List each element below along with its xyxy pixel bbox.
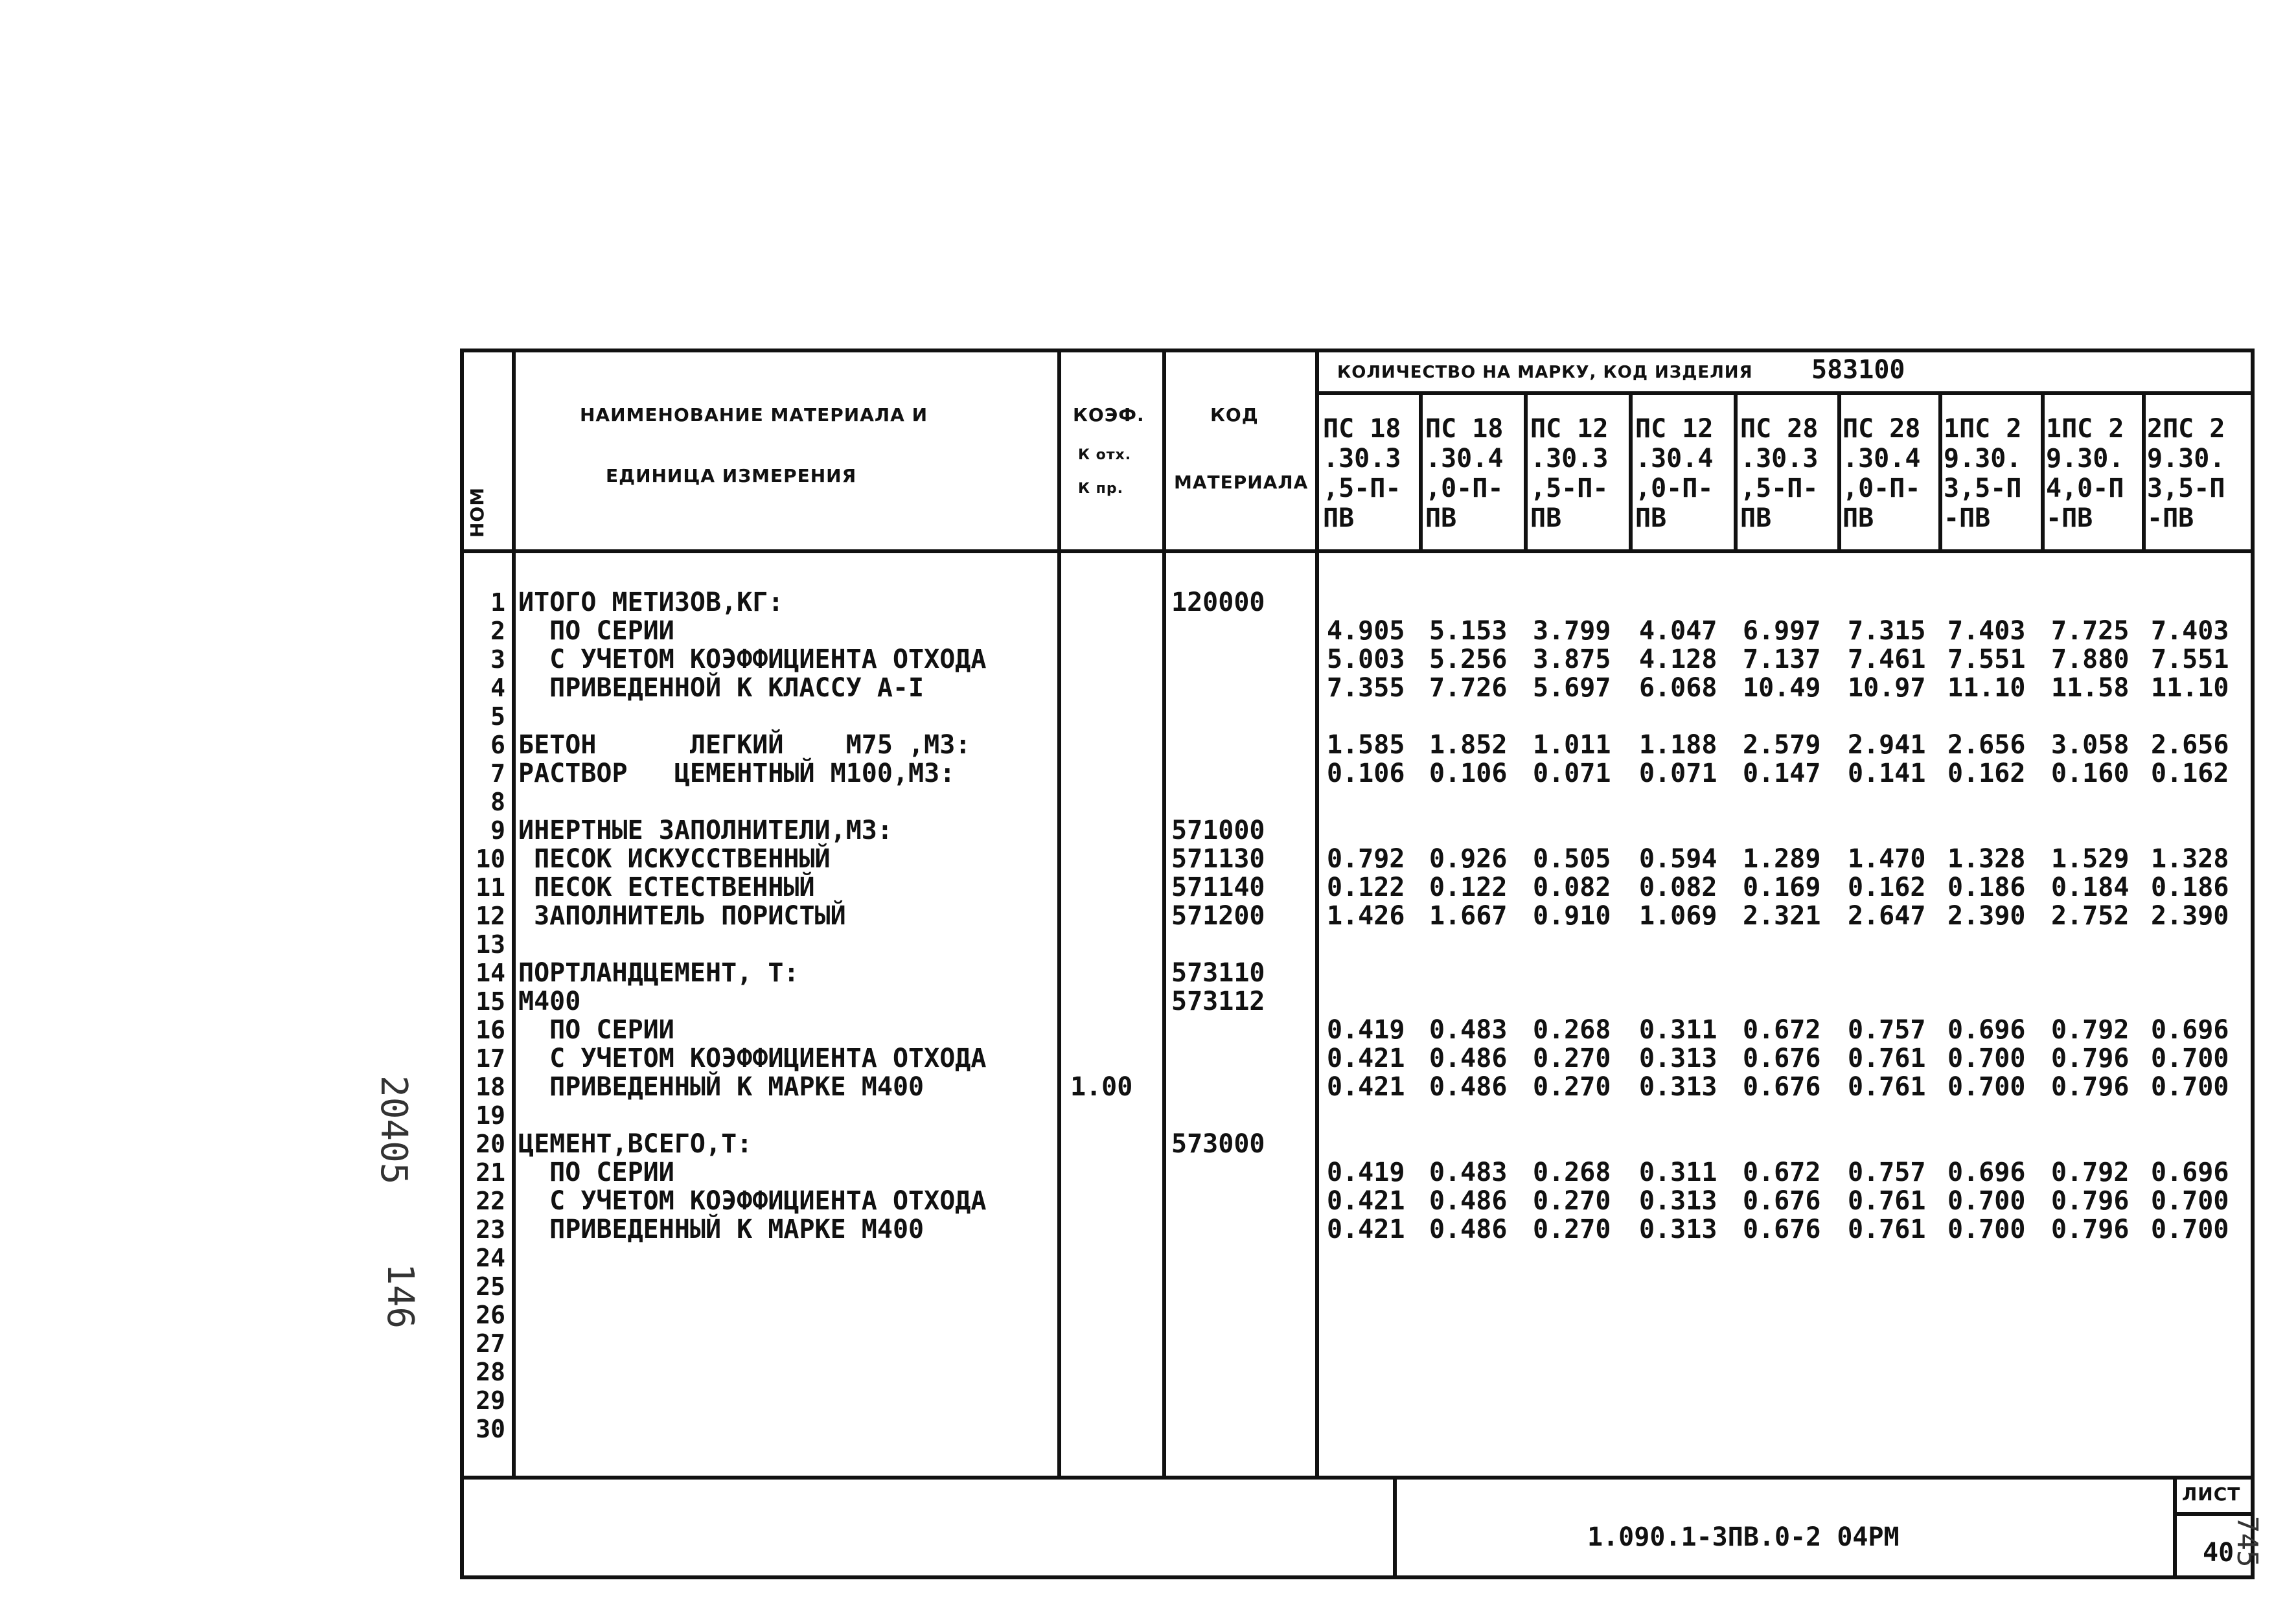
quantity-value: 0.761 xyxy=(1848,1072,1926,1102)
mark-header-line: -ПВ xyxy=(2046,503,2093,533)
quantity-value: 1.529 xyxy=(2051,844,2130,874)
quantity-value: 0.700 xyxy=(1947,1215,2026,1244)
mark-header-line: .30.4 xyxy=(1843,444,1921,474)
mark-header-line: ПВ xyxy=(1530,503,1562,533)
quantity-value: 11.10 xyxy=(1947,673,2026,703)
quantity-value: 0.268 xyxy=(1533,1015,1611,1045)
row-number: 11 xyxy=(476,873,505,902)
quantity-value: 7.725 xyxy=(2051,616,2130,646)
quantity-value: 0.311 xyxy=(1639,1015,1717,1045)
quantity-value: 0.122 xyxy=(1429,873,1508,902)
col-num-header: НОМ xyxy=(466,486,488,538)
quantity-value: 0.421 xyxy=(1327,1072,1405,1102)
material-name: ПЕСОК ЕСТЕСТВЕННЫЙ xyxy=(518,873,815,902)
quantity-value: 0.505 xyxy=(1533,844,1611,874)
material-name: ИНЕРТНЫЕ ЗАПОЛНИТЕЛИ,М3: xyxy=(518,816,893,845)
quantity-value: 0.676 xyxy=(1743,1215,1821,1244)
quantity-value: 2.941 xyxy=(1848,730,1926,760)
row-number: 12 xyxy=(476,902,505,930)
quantity-value: 0.186 xyxy=(2151,873,2229,902)
quantity-value: 1.328 xyxy=(1947,844,2026,874)
mark-sep xyxy=(1419,391,1423,553)
quantity-value: 0.700 xyxy=(2151,1044,2229,1073)
quantity-value: 0.761 xyxy=(1848,1215,1926,1244)
quantity-value: 0.761 xyxy=(1848,1044,1926,1073)
material-name: С УЧЕТОМ КОЭФФИЦИЕНТА ОТХОДА xyxy=(518,1186,987,1216)
mark-header-line: ПВ xyxy=(1740,503,1772,533)
material-code: 571200 xyxy=(1171,901,1265,931)
quantity-value: 0.147 xyxy=(1743,759,1821,788)
mark-header-line: ПС 18 xyxy=(1425,414,1504,444)
left-stamp-2: 146 xyxy=(379,1263,421,1329)
coef-header-line1: КОЭФ. xyxy=(1073,404,1145,426)
mark-header-line: .30.4 xyxy=(1635,444,1714,474)
left-stamp-1: 20405 xyxy=(373,1075,415,1185)
material-code: 573000 xyxy=(1171,1129,1265,1159)
quantity-value: 0.672 xyxy=(1743,1158,1821,1187)
coefficient: 1.00 xyxy=(1070,1072,1133,1102)
material-name: С УЧЕТОМ КОЭФФИЦИЕНТА ОТХОДА xyxy=(518,645,987,674)
quantity-value: 0.421 xyxy=(1327,1215,1405,1244)
row-number: 25 xyxy=(476,1272,505,1301)
quantity-value: 0.792 xyxy=(2051,1015,2130,1045)
quantity-value: 0.672 xyxy=(1743,1015,1821,1045)
col-line-num xyxy=(512,349,516,1480)
mark-header-line: -ПВ xyxy=(2147,503,2194,533)
quantity-value: 7.551 xyxy=(1947,645,2026,674)
quantity-value: 0.268 xyxy=(1533,1158,1611,1187)
row-number: 7 xyxy=(490,759,505,788)
name-header-line2: ЕДИНИЦА ИЗМЕРЕНИЯ xyxy=(606,465,857,486)
quantity-value: 0.162 xyxy=(1848,873,1926,902)
material-name: ПРИВЕДЕННЫЙ К МАРКЕ М400 xyxy=(518,1072,924,1102)
right-stamp: 745 xyxy=(2231,1516,2264,1568)
quantity-value: 0.696 xyxy=(1947,1158,2026,1187)
quantity-value: 1.328 xyxy=(2151,844,2229,874)
material-name: ПО СЕРИИ xyxy=(518,616,674,646)
row-number: 10 xyxy=(476,845,505,873)
quantity-value: 0.141 xyxy=(1848,759,1926,788)
quantity-value: 1.470 xyxy=(1848,844,1926,874)
quantity-value: 7.137 xyxy=(1743,645,1821,674)
quantity-value: 2.390 xyxy=(2151,901,2229,931)
row-number: 24 xyxy=(476,1244,505,1272)
quantity-value: 0.696 xyxy=(2151,1158,2229,1187)
quantity-value: 0.676 xyxy=(1743,1072,1821,1102)
quantity-value: 1.188 xyxy=(1639,730,1717,760)
quantity-value: 0.696 xyxy=(2151,1015,2229,1045)
row-number: 13 xyxy=(476,930,505,959)
mark-header-line: 9.30. xyxy=(1944,444,2022,474)
quantity-value: 7.355 xyxy=(1327,673,1405,703)
material-name: ПРИВЕДЕННЫЙ К МАРКЕ М400 xyxy=(518,1215,924,1244)
material-name: БЕТОН ЛЕГКИЙ М75 ,М3: xyxy=(518,730,971,760)
row-number: 16 xyxy=(476,1016,505,1044)
row-number: 9 xyxy=(490,816,505,845)
quantity-value: 0.486 xyxy=(1429,1186,1508,1216)
quantity-value: 1.426 xyxy=(1327,901,1405,931)
quantity-value: 0.313 xyxy=(1639,1186,1717,1216)
quantity-value: 5.153 xyxy=(1429,616,1508,646)
quantity-value: 0.761 xyxy=(1848,1186,1926,1216)
quantity-value: 2.579 xyxy=(1743,730,1821,760)
mark-header-line: ПС 12 xyxy=(1635,414,1714,444)
quantity-value: 1.289 xyxy=(1743,844,1821,874)
quantity-value: 0.594 xyxy=(1639,844,1717,874)
quantity-value: 0.676 xyxy=(1743,1186,1821,1216)
material-code: 120000 xyxy=(1171,588,1265,617)
quantity-value: 0.311 xyxy=(1639,1158,1717,1187)
quantity-value: 7.315 xyxy=(1848,616,1926,646)
quantity-value: 0.270 xyxy=(1533,1072,1611,1102)
qty-header-line xyxy=(1315,391,2255,395)
quantity-value: 0.106 xyxy=(1429,759,1508,788)
header-divider xyxy=(460,549,2255,553)
quantity-value: 1.585 xyxy=(1327,730,1405,760)
row-number: 26 xyxy=(476,1301,505,1329)
row-number: 20 xyxy=(476,1130,505,1158)
quantity-value: 0.421 xyxy=(1327,1186,1405,1216)
mark-header-line: 3,5-П xyxy=(2147,474,2225,503)
quantity-value: 0.486 xyxy=(1429,1044,1508,1073)
quantity-value: 0.122 xyxy=(1327,873,1405,902)
quantity-value: 5.003 xyxy=(1327,645,1405,674)
quantity-value: 7.403 xyxy=(1947,616,2026,646)
mark-header-line: 1ПС 2 xyxy=(2046,414,2124,444)
material-name: ЦЕМЕНТ,ВСЕГО,Т: xyxy=(518,1129,753,1159)
material-name: ИТОГО МЕТИЗОВ,КГ: xyxy=(518,588,784,617)
mark-header-line: ,0-П- xyxy=(1425,474,1504,503)
row-number: 5 xyxy=(490,702,505,731)
mark-header-line: ПВ xyxy=(1843,503,1874,533)
quantity-value: 1.069 xyxy=(1639,901,1717,931)
material-code: 571140 xyxy=(1171,873,1265,902)
quantity-value: 3.799 xyxy=(1533,616,1611,646)
quantity-value: 10.49 xyxy=(1743,673,1821,703)
row-number: 21 xyxy=(476,1158,505,1187)
quantity-value: 0.082 xyxy=(1639,873,1717,902)
quantity-value: 11.10 xyxy=(2151,673,2229,703)
material-name: М400 xyxy=(518,987,581,1016)
quantity-value: 0.483 xyxy=(1429,1158,1508,1187)
quantity-value: 0.313 xyxy=(1639,1072,1717,1102)
quantity-value: 0.160 xyxy=(2051,759,2130,788)
quantity-value: 2.656 xyxy=(1947,730,2026,760)
mark-sep xyxy=(1938,391,1942,553)
row-number: 2 xyxy=(490,617,505,645)
quantity-value: 0.082 xyxy=(1533,873,1611,902)
quantity-value: 0.419 xyxy=(1327,1015,1405,1045)
quantity-value: 0.700 xyxy=(1947,1186,2026,1216)
quantity-value: 0.796 xyxy=(2051,1186,2130,1216)
row-number: 15 xyxy=(476,987,505,1016)
quantity-value: 0.700 xyxy=(1947,1044,2026,1073)
footer-sep-sheet xyxy=(2173,1476,2177,1579)
mark-sep xyxy=(1837,391,1841,553)
mark-header-line: 9.30. xyxy=(2147,444,2225,474)
mark-header-line: 3,5-П xyxy=(1944,474,2022,503)
sheet-label: ЛИСТ xyxy=(2182,1483,2241,1505)
quantity-value: 0.186 xyxy=(1947,873,2026,902)
row-number: 19 xyxy=(476,1101,505,1130)
quantity-value: 0.796 xyxy=(2051,1044,2130,1073)
quantity-value: 0.270 xyxy=(1533,1186,1611,1216)
quantity-value: 0.162 xyxy=(1947,759,2026,788)
quantity-value: 0.270 xyxy=(1533,1215,1611,1244)
quantity-value: 6.068 xyxy=(1639,673,1717,703)
quantity-value: 7.551 xyxy=(2151,645,2229,674)
quantity-value: 0.796 xyxy=(2051,1215,2130,1244)
quantity-value: 0.313 xyxy=(1639,1215,1717,1244)
quantity-value: 0.071 xyxy=(1639,759,1717,788)
material-name: ПРИВЕДЕННОЙ К КЛАССУ А-I xyxy=(518,673,924,703)
quantity-value: 0.270 xyxy=(1533,1044,1611,1073)
material-name: ЗАПОЛНИТЕЛЬ ПОРИСТЫЙ xyxy=(518,901,846,931)
quantity-value: 5.697 xyxy=(1533,673,1611,703)
mark-header-line: .30.3 xyxy=(1530,444,1609,474)
quantity-value: 0.700 xyxy=(2151,1186,2229,1216)
quantity-value: 0.313 xyxy=(1639,1044,1717,1073)
quantity-value: 6.997 xyxy=(1743,616,1821,646)
row-number: 4 xyxy=(490,674,505,702)
quantity-value: 3.875 xyxy=(1533,645,1611,674)
footer-sep xyxy=(1393,1476,1397,1579)
quantity-value: 0.700 xyxy=(1947,1072,2026,1102)
quantity-value: 0.162 xyxy=(2151,759,2229,788)
mark-header-line: -ПВ xyxy=(1944,503,1991,533)
coef-header-line2: К отх. xyxy=(1078,447,1132,463)
mark-header-line: ,5-П- xyxy=(1323,474,1401,503)
quantity-value: 0.419 xyxy=(1327,1158,1405,1187)
quantity-value: 2.321 xyxy=(1743,901,1821,931)
sheet-number: 40 xyxy=(2203,1538,2234,1568)
quantity-value: 2.390 xyxy=(1947,901,2026,931)
code-header-line1: КОД xyxy=(1210,404,1259,426)
doc-code: 1.090.1-3ПВ.0-2 04РМ xyxy=(1587,1522,1900,1552)
mark-sep xyxy=(2041,391,2045,553)
mark-header-line: ПС 12 xyxy=(1530,414,1609,444)
quantity-value: 0.757 xyxy=(1848,1015,1926,1045)
row-number: 30 xyxy=(476,1415,505,1443)
quantity-value: 0.796 xyxy=(2051,1072,2130,1102)
material-code: 573110 xyxy=(1171,958,1265,988)
quantity-value: 0.184 xyxy=(2051,873,2130,902)
quantity-value: 4.128 xyxy=(1639,645,1717,674)
quantity-value: 1.667 xyxy=(1429,901,1508,931)
row-number: 8 xyxy=(490,788,505,816)
quantity-value: 0.486 xyxy=(1429,1072,1508,1102)
mark-header-line: .30.3 xyxy=(1740,444,1819,474)
quantity-value: 1.852 xyxy=(1429,730,1508,760)
quantity-value: 2.647 xyxy=(1848,901,1926,931)
quantity-value: 0.071 xyxy=(1533,759,1611,788)
quantity-value: 1.011 xyxy=(1533,730,1611,760)
quantity-value: 0.483 xyxy=(1429,1015,1508,1045)
quantity-value: 0.700 xyxy=(2151,1215,2229,1244)
footer-divider xyxy=(460,1476,2255,1480)
mark-sep xyxy=(2142,391,2146,553)
row-number: 14 xyxy=(476,959,505,987)
mark-header-line: ПВ xyxy=(1323,503,1355,533)
quantity-value: 5.256 xyxy=(1429,645,1508,674)
mark-sep xyxy=(1629,391,1633,553)
mark-header-line: ,5-П- xyxy=(1530,474,1609,503)
row-number: 1 xyxy=(490,588,505,617)
quantity-value: 0.421 xyxy=(1327,1044,1405,1073)
material-code: 571130 xyxy=(1171,844,1265,874)
row-number: 18 xyxy=(476,1073,505,1101)
row-number: 27 xyxy=(476,1329,505,1358)
material-name: С УЧЕТОМ КОЭФФИЦИЕНТА ОТХОДА xyxy=(518,1044,987,1073)
mark-header-line: 4,0-П xyxy=(2046,474,2124,503)
mark-header-line: ПС 28 xyxy=(1740,414,1819,444)
quantity-value: 0.169 xyxy=(1743,873,1821,902)
coef-header-line3: К пр. xyxy=(1078,481,1123,497)
material-name: ПО СЕРИИ xyxy=(518,1015,674,1045)
product-code: 583100 xyxy=(1811,355,1905,385)
row-number: 6 xyxy=(490,731,505,759)
quantity-value: 3.058 xyxy=(2051,730,2130,760)
mark-header-line: ПС 28 xyxy=(1843,414,1921,444)
col-line-name xyxy=(1057,349,1061,1480)
quantity-value: 0.757 xyxy=(1848,1158,1926,1187)
quantity-value: 0.676 xyxy=(1743,1044,1821,1073)
material-name: РАСТВОР ЦЕМЕНТНЫЙ М100,М3: xyxy=(518,759,956,788)
quantity-value: 7.880 xyxy=(2051,645,2130,674)
quantity-value: 0.792 xyxy=(1327,844,1405,874)
mark-sep xyxy=(1734,391,1738,553)
code-header-line2: МАТЕРИАЛА xyxy=(1174,472,1309,493)
material-name: ПОРТЛАНДЦЕМЕНТ, Т: xyxy=(518,958,799,988)
col-line-code xyxy=(1315,349,1319,1480)
quantity-value: 11.58 xyxy=(2051,673,2130,703)
quantity-value: 0.486 xyxy=(1429,1215,1508,1244)
name-header-line1: НАИМЕНОВАНИЕ МАТЕРИАЛА И xyxy=(580,404,928,426)
col-line-coef xyxy=(1162,349,1166,1480)
quantity-value: 7.461 xyxy=(1848,645,1926,674)
quantity-value: 4.905 xyxy=(1327,616,1405,646)
quantity-value: 7.726 xyxy=(1429,673,1508,703)
quantity-value: 0.106 xyxy=(1327,759,1405,788)
mark-sep xyxy=(1524,391,1528,553)
material-name: ПЕСОК ИСКУССТВЕННЫЙ xyxy=(518,844,831,874)
row-number: 23 xyxy=(476,1215,505,1244)
mark-header-line: 2ПС 2 xyxy=(2147,414,2225,444)
mark-header-line: ПС 18 xyxy=(1323,414,1401,444)
quantity-value: 7.403 xyxy=(2151,616,2229,646)
mark-header-line: ,5-П- xyxy=(1740,474,1819,503)
mark-header-line: .30.4 xyxy=(1425,444,1504,474)
row-number: 22 xyxy=(476,1187,505,1215)
quantity-value: 0.696 xyxy=(1947,1015,2026,1045)
mark-header-line: ПВ xyxy=(1635,503,1667,533)
row-number: 29 xyxy=(476,1386,505,1415)
quantity-value: 0.926 xyxy=(1429,844,1508,874)
mark-header-line: 9.30. xyxy=(2046,444,2124,474)
row-number: 28 xyxy=(476,1358,505,1386)
material-name: ПО СЕРИИ xyxy=(518,1158,674,1187)
material-code: 571000 xyxy=(1171,816,1265,845)
quantity-value: 10.97 xyxy=(1848,673,1926,703)
quantity-value: 0.700 xyxy=(2151,1072,2229,1102)
row-number: 17 xyxy=(476,1044,505,1073)
mark-header-line: ,0-П- xyxy=(1635,474,1714,503)
mark-header-line: ПВ xyxy=(1425,503,1457,533)
quantity-value: 2.752 xyxy=(2051,901,2130,931)
quantity-value: 4.047 xyxy=(1639,616,1717,646)
mark-header-line: .30.3 xyxy=(1323,444,1401,474)
material-code: 573112 xyxy=(1171,987,1265,1016)
row-number: 3 xyxy=(490,645,505,674)
qty-header: КОЛИЧЕСТВО НА МАРКУ, КОД ИЗДЕЛИЯ xyxy=(1337,363,1753,382)
quantity-value: 2.656 xyxy=(2151,730,2229,760)
quantity-value: 0.792 xyxy=(2051,1158,2130,1187)
mark-header-line: ,0-П- xyxy=(1843,474,1921,503)
quantity-value: 0.910 xyxy=(1533,901,1611,931)
mark-header-line: 1ПС 2 xyxy=(1944,414,2022,444)
